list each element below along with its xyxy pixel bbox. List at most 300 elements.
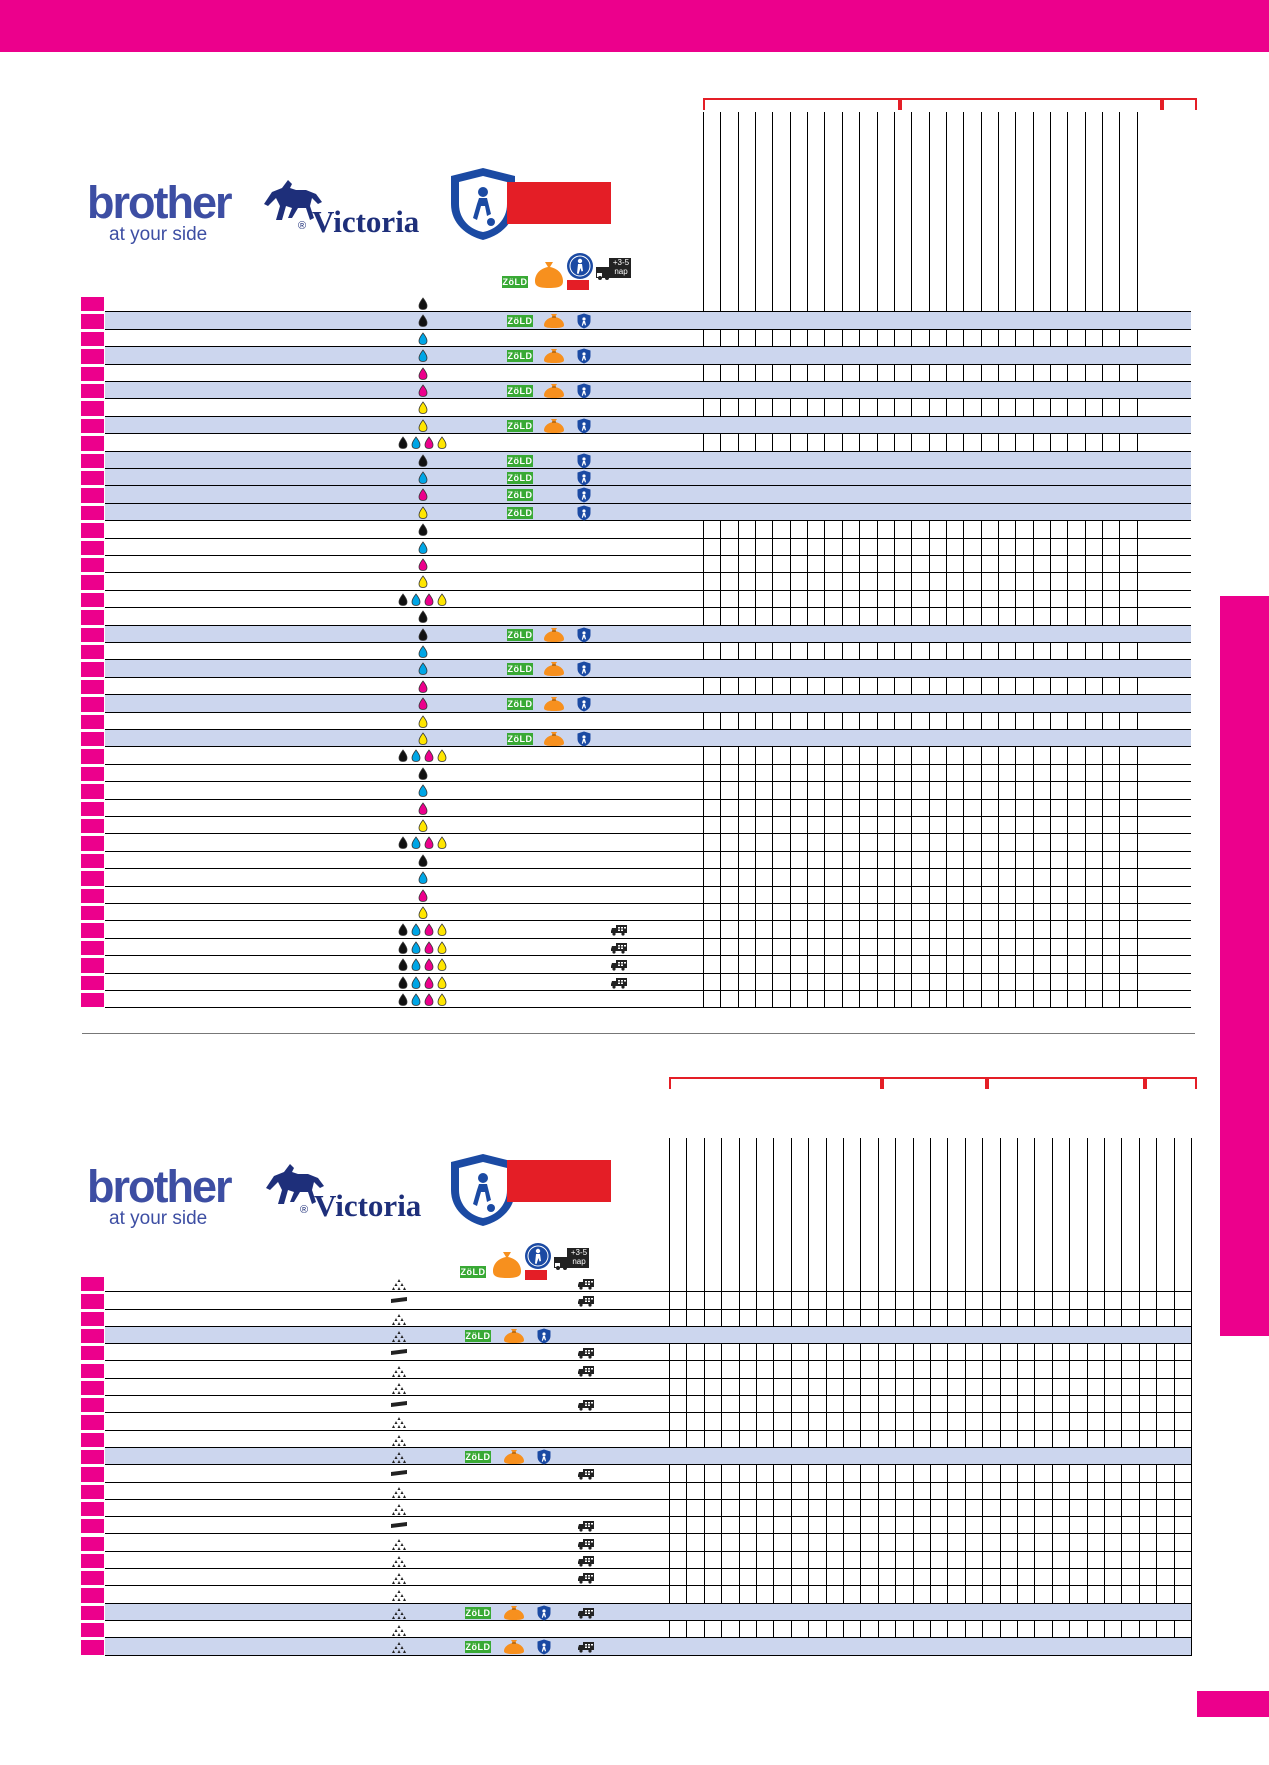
yellow-ink-drop-icon	[418, 715, 428, 728]
row-marker	[81, 1312, 104, 1326]
grid-column-line	[895, 1138, 896, 1656]
row-marker	[81, 1450, 104, 1464]
grid-column-line	[859, 112, 860, 1008]
row-highlight	[105, 417, 1191, 433]
row-marker	[81, 1519, 104, 1533]
row-rule	[105, 398, 1191, 399]
zold-label	[507, 629, 533, 641]
victoria-badge-icon	[577, 661, 591, 677]
toner-powder-icon	[392, 1555, 406, 1567]
delivery-truck-icon	[610, 924, 628, 936]
grid-column-line	[1000, 1138, 1001, 1656]
cyan-ink-drop-icon	[411, 749, 421, 762]
magenta-ink-drop-icon	[424, 923, 434, 936]
black-ink-drop-icon	[398, 436, 408, 449]
yellow-ink-drop-icon	[418, 401, 428, 414]
victoria-badge-icon	[577, 453, 591, 469]
zold-label-text: ZöLD	[465, 1642, 491, 1653]
row-rule	[105, 712, 1191, 713]
magenta-ink-drop-icon	[424, 993, 434, 1006]
cyan-ink-drop-icon	[418, 349, 428, 362]
grid-column-line	[929, 112, 930, 1008]
grid-column-line	[772, 112, 773, 1008]
zold-label-text: ZöLD	[465, 1452, 491, 1462]
zold-label-text: ZöLD	[465, 1607, 491, 1618]
zold-label-text: ZöLD	[502, 277, 528, 287]
money-bag-icon	[503, 1604, 525, 1620]
row-marker	[81, 523, 104, 537]
row-marker	[81, 1381, 104, 1395]
zold-label	[507, 733, 533, 745]
row-marker	[81, 471, 104, 485]
black-ink-drop-icon	[398, 958, 408, 971]
row-marker	[81, 506, 104, 520]
delivery-truck-icon	[577, 1399, 595, 1411]
grid-column-line	[843, 1138, 844, 1656]
row-marker	[81, 1364, 104, 1378]
magenta-ink-drop-icon	[424, 436, 434, 449]
grid-column-line	[721, 1138, 722, 1656]
row-rule	[105, 1516, 1191, 1517]
cyan-ink-drop-icon	[411, 836, 421, 849]
toner-powder-icon	[392, 1624, 406, 1636]
grid-column-line	[842, 112, 843, 1008]
row-highlight	[105, 452, 1191, 468]
victoria-logo	[264, 1160, 434, 1224]
grid-column-line	[1050, 112, 1051, 1008]
delivery-truck-icon	[610, 977, 628, 989]
grid-column-line	[669, 1138, 670, 1656]
row-rule	[105, 1360, 1191, 1361]
yellow-ink-drop-icon	[418, 732, 428, 745]
toner-powder-icon	[392, 1434, 406, 1446]
brother-logo	[87, 1161, 231, 1229]
yellow-ink-drop-icon	[418, 575, 428, 588]
grid-column-line	[1069, 1138, 1070, 1656]
row-marker	[81, 349, 104, 363]
victoria-badge-icon	[577, 470, 591, 486]
yellow-ink-drop-icon	[437, 749, 447, 762]
zold-label-text: ZöLD	[460, 1267, 486, 1277]
zold-label-text: ZöLD	[507, 420, 533, 431]
money-bag-icon	[543, 626, 565, 642]
toner-powder-icon	[392, 1365, 406, 1377]
yellow-ink-drop-icon	[437, 923, 447, 936]
black-ink-drop-icon	[398, 593, 408, 606]
drum-unit-icon	[390, 1399, 408, 1409]
yellow-ink-drop-icon	[437, 941, 447, 954]
toner-powder-icon	[392, 1607, 406, 1619]
grid-column-line	[791, 1138, 792, 1656]
magenta-ink-drop-icon	[424, 976, 434, 989]
row-marker	[81, 332, 104, 346]
row-rule	[105, 1482, 1191, 1483]
victoria-badge-icon	[577, 487, 591, 503]
zold-label	[465, 1330, 491, 1342]
grid-column-line	[720, 112, 721, 1008]
magenta-ink-drop-icon	[424, 749, 434, 762]
toner-powder-icon	[392, 1486, 406, 1498]
row-marker	[81, 854, 104, 868]
delivery-truck-icon	[577, 1347, 595, 1359]
grid-column-line	[686, 1138, 687, 1656]
row-marker	[81, 1537, 104, 1551]
row-marker	[81, 1433, 104, 1447]
victoria-logo	[262, 176, 432, 240]
row-rule	[105, 1430, 1191, 1431]
grid-column-line	[1067, 112, 1068, 1008]
victoria-badge-icon	[524, 1242, 552, 1272]
row-rule	[105, 1007, 1191, 1008]
cyan-ink-drop-icon	[411, 593, 421, 606]
magenta-ink-drop-icon	[418, 384, 428, 397]
grid-column-line	[913, 1138, 914, 1656]
column-group-bracket	[898, 98, 1164, 110]
row-marker	[81, 1606, 104, 1620]
row-highlight	[105, 660, 1191, 676]
grid-column-line	[894, 112, 895, 1008]
black-ink-drop-icon	[418, 610, 428, 623]
money-bag-icon	[503, 1327, 525, 1343]
delivery-truck-icon	[577, 1607, 595, 1619]
row-rule	[105, 920, 1191, 921]
zold-label	[465, 1641, 491, 1653]
magenta-ink-drop-icon	[418, 802, 428, 815]
victoria-badge-icon	[577, 418, 591, 434]
row-marker	[81, 1329, 104, 1343]
zold-label-text: ZöLD	[507, 473, 533, 483]
row-marker	[81, 958, 104, 972]
magenta-ink-drop-icon	[424, 958, 434, 971]
black-ink-drop-icon	[418, 628, 428, 641]
money-bag-icon	[543, 417, 565, 433]
magenta-ink-drop-icon	[418, 680, 428, 693]
row-rule	[105, 799, 1191, 800]
money-bag-icon	[503, 1638, 525, 1654]
black-ink-drop-icon	[398, 836, 408, 849]
grid-column-line	[1085, 112, 1086, 1008]
cyan-ink-drop-icon	[411, 941, 421, 954]
row-highlight	[105, 1638, 1191, 1654]
money-bag-icon	[492, 1250, 522, 1280]
victoria-logo-word: Victoria	[312, 204, 420, 239]
cyan-ink-drop-icon	[411, 436, 421, 449]
yellow-ink-drop-icon	[437, 836, 447, 849]
red-label-block	[507, 1160, 611, 1202]
row-highlight	[105, 626, 1191, 642]
grid-column-line	[703, 112, 704, 1008]
row-marker	[81, 662, 104, 676]
yellow-ink-drop-icon	[437, 593, 447, 606]
grid-column-line	[1015, 112, 1016, 1008]
row-rule	[105, 781, 1191, 782]
delivery-truck-icon	[577, 1572, 595, 1584]
row-marker	[81, 558, 104, 572]
drum-unit-icon	[390, 1295, 408, 1305]
row-marker	[81, 1554, 104, 1568]
zold-label	[465, 1451, 491, 1463]
row-highlight	[105, 347, 1191, 363]
cyan-ink-drop-icon	[418, 871, 428, 884]
row-marker	[81, 1588, 104, 1602]
brother-logo-tagline: at your side	[109, 224, 208, 245]
row-rule	[105, 746, 1191, 747]
grid-column-line	[1119, 112, 1120, 1008]
brother-logo-word: brother	[87, 1161, 231, 1212]
zold-label	[507, 455, 533, 467]
toner-powder-icon	[392, 1313, 406, 1325]
zold-label-text: ZöLD	[507, 316, 533, 327]
toner-powder-icon	[392, 1278, 406, 1290]
row-rule	[105, 1568, 1191, 1569]
victoria-badge-icon	[537, 1449, 551, 1465]
row-marker	[81, 488, 104, 502]
row-marker	[81, 314, 104, 328]
zold-label	[507, 385, 533, 397]
row-marker	[81, 1571, 104, 1585]
red-marker	[567, 280, 589, 290]
row-marker	[81, 384, 104, 398]
yellow-ink-drop-icon	[437, 993, 447, 1006]
row-rule	[105, 1464, 1191, 1465]
zold-label	[507, 420, 533, 432]
toner-powder-icon	[392, 1641, 406, 1653]
zold-label-text: ZöLD	[507, 699, 533, 710]
grid-column-line	[860, 1138, 861, 1656]
row-marker	[81, 593, 104, 607]
grid-column-line	[946, 112, 947, 1008]
grid-column-line	[1139, 1138, 1140, 1656]
row-rule	[105, 1291, 1191, 1292]
row-marker	[81, 732, 104, 746]
row-marker	[81, 645, 104, 659]
row-marker	[81, 697, 104, 711]
zold-label	[507, 350, 533, 362]
magenta-ink-drop-icon	[418, 367, 428, 380]
delivery-truck-icon	[577, 1538, 595, 1550]
brother-logo	[87, 177, 231, 245]
row-rule	[105, 1499, 1191, 1500]
zold-label	[502, 276, 528, 288]
grid-column-line	[1052, 1138, 1053, 1656]
zold-label	[465, 1607, 491, 1619]
grid-column-line	[824, 112, 825, 1008]
row-marker	[81, 976, 104, 990]
row-rule	[105, 764, 1191, 765]
zold-label-text: ZöLD	[507, 629, 533, 640]
yellow-ink-drop-icon	[437, 958, 447, 971]
row-rule	[105, 938, 1191, 939]
delivery-truck-icon	[577, 1641, 595, 1653]
cyan-ink-drop-icon	[418, 541, 428, 554]
money-bag-icon	[543, 382, 565, 398]
black-ink-drop-icon	[418, 523, 428, 536]
victoria-badge-icon	[537, 1605, 551, 1621]
delivery-truck-icon	[577, 1555, 595, 1567]
row-marker	[81, 1346, 104, 1360]
grid-column-line	[807, 112, 808, 1008]
magenta-ink-drop-icon	[418, 889, 428, 902]
zold-label-text: ZöLD	[507, 455, 533, 466]
row-marker	[81, 1640, 104, 1654]
row-rule	[105, 607, 1191, 608]
row-marker	[81, 1623, 104, 1637]
row-marker	[81, 454, 104, 468]
black-ink-drop-icon	[398, 993, 408, 1006]
magenta-ink-drop-icon	[424, 593, 434, 606]
row-rule	[105, 1309, 1191, 1310]
row-rule	[105, 1412, 1191, 1413]
brother-logo-word: brother	[87, 177, 231, 228]
grid-column-line	[704, 1138, 705, 1656]
row-highlight	[105, 382, 1191, 398]
victoria-badge-icon	[577, 731, 591, 747]
delivery-truck-icon	[610, 942, 628, 954]
grid-column-line	[738, 112, 739, 1008]
zold-label	[460, 1266, 486, 1278]
row-marker	[81, 906, 104, 920]
grid-column-line	[755, 112, 756, 1008]
column-group-bracket	[1160, 98, 1197, 110]
row-highlight	[105, 695, 1191, 711]
yellow-ink-drop-icon	[418, 906, 428, 919]
grid-column-line	[911, 112, 912, 1008]
row-marker	[81, 784, 104, 798]
victoria-badge-icon	[577, 505, 591, 521]
cyan-ink-drop-icon	[411, 958, 421, 971]
toner-powder-icon	[392, 1572, 406, 1584]
row-marker	[81, 923, 104, 937]
grid-column-line	[1121, 1138, 1122, 1656]
black-ink-drop-icon	[398, 749, 408, 762]
cyan-ink-drop-icon	[418, 471, 428, 484]
row-rule	[105, 1395, 1191, 1396]
toner-powder-icon	[392, 1538, 406, 1550]
row-marker	[81, 1485, 104, 1499]
grid-column-line	[756, 1138, 757, 1656]
row-highlight	[105, 504, 1191, 520]
grid-column-line	[739, 1138, 740, 1656]
victoria-logo-word: Victoria	[314, 1188, 422, 1223]
cyan-ink-drop-icon	[418, 645, 428, 658]
row-rule	[105, 1343, 1191, 1344]
row-marker	[81, 575, 104, 589]
grid-column-line	[1174, 1138, 1175, 1656]
zold-label	[507, 698, 533, 710]
grid-column-line	[963, 112, 964, 1008]
grid-column-line	[998, 112, 999, 1008]
toner-powder-icon	[392, 1503, 406, 1515]
row-marker	[81, 836, 104, 850]
cyan-ink-drop-icon	[411, 993, 421, 1006]
drum-unit-icon	[390, 1347, 408, 1357]
red-marker	[525, 1270, 547, 1280]
row-marker	[81, 680, 104, 694]
money-bag-icon	[543, 347, 565, 363]
row-marker	[81, 941, 104, 955]
victoria-badge-icon	[577, 383, 591, 399]
money-bag-icon	[543, 695, 565, 711]
row-highlight	[105, 1448, 1191, 1464]
victoria-badge-icon	[537, 1328, 551, 1344]
delivery-truck-icon	[610, 959, 628, 971]
toner-section	[0, 1040, 1269, 1680]
yellow-ink-drop-icon	[437, 976, 447, 989]
black-ink-drop-icon	[398, 941, 408, 954]
row-marker	[81, 628, 104, 642]
row-rule	[105, 1620, 1191, 1621]
row-rule	[105, 572, 1191, 573]
victoria-badge-icon	[566, 252, 594, 282]
registered-mark: ®	[300, 1204, 309, 1216]
toner-powder-icon	[392, 1589, 406, 1601]
grid-column-line	[965, 1138, 966, 1656]
row-marker	[81, 889, 104, 903]
black-ink-drop-icon	[418, 454, 428, 467]
grid-column-line	[1191, 1138, 1192, 1656]
row-marker	[81, 749, 104, 763]
zold-label	[507, 507, 533, 519]
row-rule	[105, 433, 1191, 434]
zold-label	[507, 663, 533, 675]
grid-column-line	[1102, 112, 1103, 1008]
row-highlight	[105, 1604, 1191, 1620]
grid-column-line	[1034, 1138, 1035, 1656]
row-marker	[81, 802, 104, 816]
grid-column-line	[1156, 1138, 1157, 1656]
column-group-bracket	[985, 1077, 1147, 1089]
grid-column-line	[877, 112, 878, 1008]
zold-label-text: ZöLD	[507, 734, 533, 744]
cyan-ink-drop-icon	[411, 923, 421, 936]
delivery-truck-icon	[577, 1468, 595, 1480]
yellow-ink-drop-icon	[418, 819, 428, 832]
victoria-badge-icon	[577, 313, 591, 329]
money-bag-icon	[534, 260, 564, 290]
magenta-ink-drop-icon	[418, 488, 428, 501]
victoria-badge-icon	[577, 696, 591, 712]
money-bag-icon	[543, 730, 565, 746]
row-rule	[105, 329, 1191, 330]
grid-column-line	[826, 1138, 827, 1656]
page-number-box	[1197, 1691, 1269, 1717]
row-rule	[105, 590, 1191, 591]
magenta-ink-drop-icon	[418, 558, 428, 571]
delivery-label: +3-5 nap	[612, 258, 630, 276]
magenta-ink-drop-icon	[418, 697, 428, 710]
drum-unit-icon	[390, 1468, 408, 1478]
row-marker	[81, 993, 104, 1007]
row-rule	[105, 677, 1191, 678]
row-marker	[81, 871, 104, 885]
row-marker	[81, 767, 104, 781]
row-marker	[81, 297, 104, 311]
row-rule	[105, 886, 1191, 887]
black-ink-drop-icon	[418, 767, 428, 780]
zold-label-text: ZöLD	[507, 507, 533, 518]
row-highlight	[105, 730, 1191, 746]
delivery-label: +3-5 nap	[570, 1248, 588, 1266]
toner-powder-icon	[392, 1330, 406, 1342]
zold-label-text: ZöLD	[465, 1330, 491, 1341]
row-marker	[81, 1467, 104, 1481]
zold-label-text: ZöLD	[507, 490, 533, 501]
victoria-badge-icon	[577, 348, 591, 364]
magenta-ink-drop-icon	[424, 836, 434, 849]
brother-logo-tagline: at your side	[109, 1208, 208, 1229]
row-marker	[81, 367, 104, 381]
cyan-ink-drop-icon	[418, 332, 428, 345]
